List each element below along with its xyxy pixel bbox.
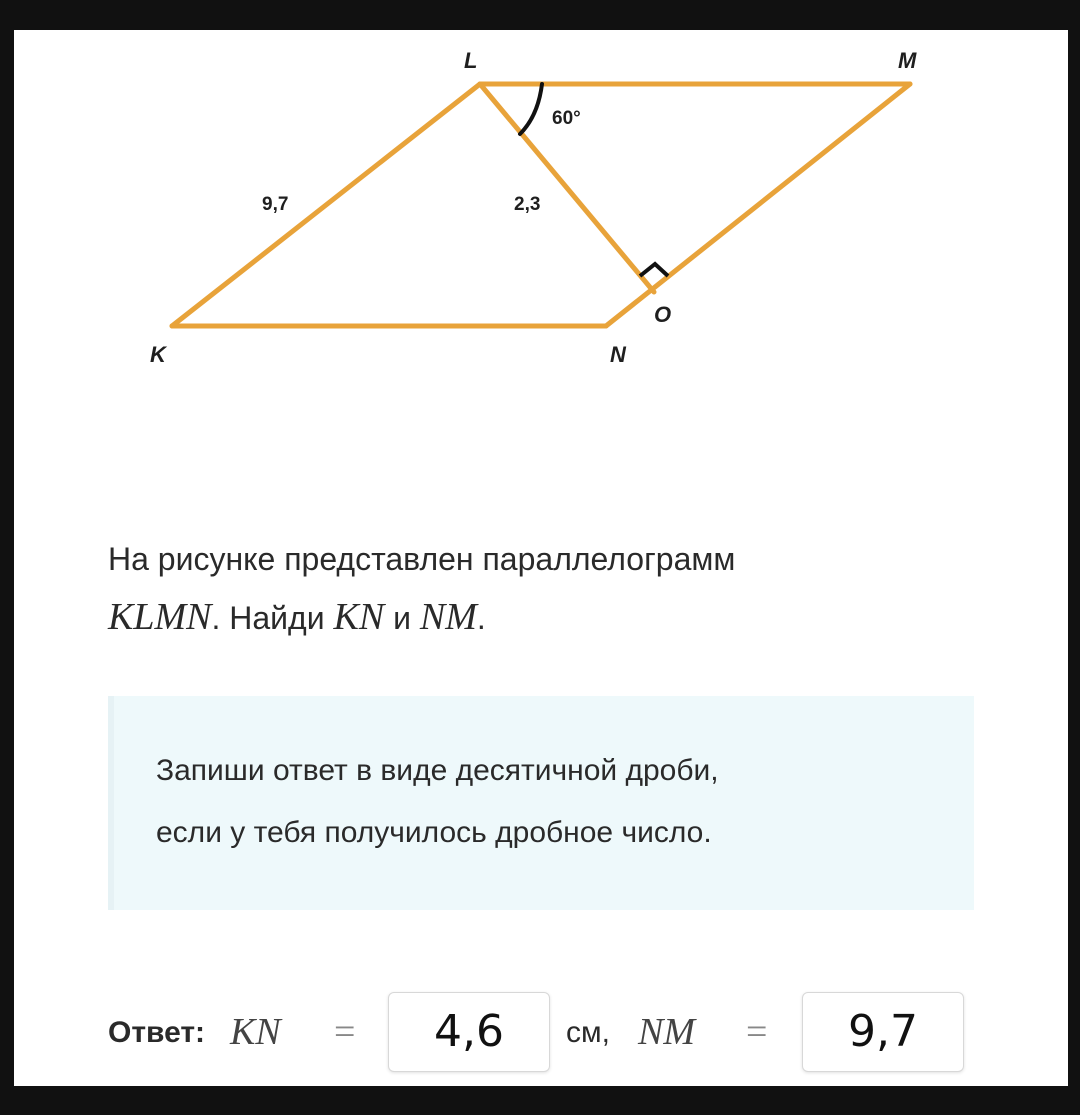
- hint-box: [108, 696, 974, 910]
- hint-line-1: Запиши ответ в виде десятичной дроби,: [156, 754, 719, 787]
- math-seg-2: NM: [419, 596, 477, 638]
- side-kl-length: 9,7: [262, 194, 289, 215]
- math-seg-1: KN: [333, 596, 385, 638]
- answer-var-nm: NM: [638, 1011, 695, 1053]
- answer-equals-1: =: [334, 1011, 356, 1053]
- side-kl: [172, 84, 480, 326]
- math-shape: KLMN: [108, 596, 212, 638]
- problem-statement: [108, 530, 1008, 647]
- kn-answer-input[interactable]: 4,6: [388, 992, 550, 1072]
- segment-lo-length: 2,3: [514, 194, 541, 215]
- parallelogram-figure: [14, 30, 1068, 450]
- point-label-m: M: [898, 48, 917, 73]
- answer-var-kn: KN: [230, 1011, 281, 1053]
- problem-line-2: [108, 588, 1008, 647]
- point-label-k: K: [150, 342, 166, 367]
- nm-answer-input[interactable]: 9,7: [802, 992, 964, 1072]
- problem-text-3: и: [384, 600, 420, 636]
- answer-unit: см,: [566, 1016, 610, 1049]
- problem-text-2: . Найди: [211, 600, 334, 636]
- parallelogram-diagram: [14, 30, 1068, 450]
- answer-equals-2: =: [746, 1011, 768, 1053]
- angle-value: 60°: [552, 108, 581, 129]
- hint-line-2: если у тебя получилось дробное число.: [156, 816, 712, 849]
- angle-arc: [520, 84, 542, 134]
- answer-label: Ответ:: [108, 1016, 206, 1049]
- problem-text-1: На рисунке представлен параллелограмм: [108, 541, 736, 577]
- problem-line-1: [108, 530, 1008, 588]
- point-label-l: L: [464, 48, 478, 73]
- right-angle-mark: [640, 264, 668, 276]
- hint-text: [156, 740, 956, 864]
- problem-text-4: .: [476, 600, 486, 636]
- task-card: [14, 30, 1068, 1086]
- point-label-o: O: [654, 302, 672, 327]
- answer-row: [108, 990, 1008, 1076]
- point-label-n: N: [610, 342, 626, 367]
